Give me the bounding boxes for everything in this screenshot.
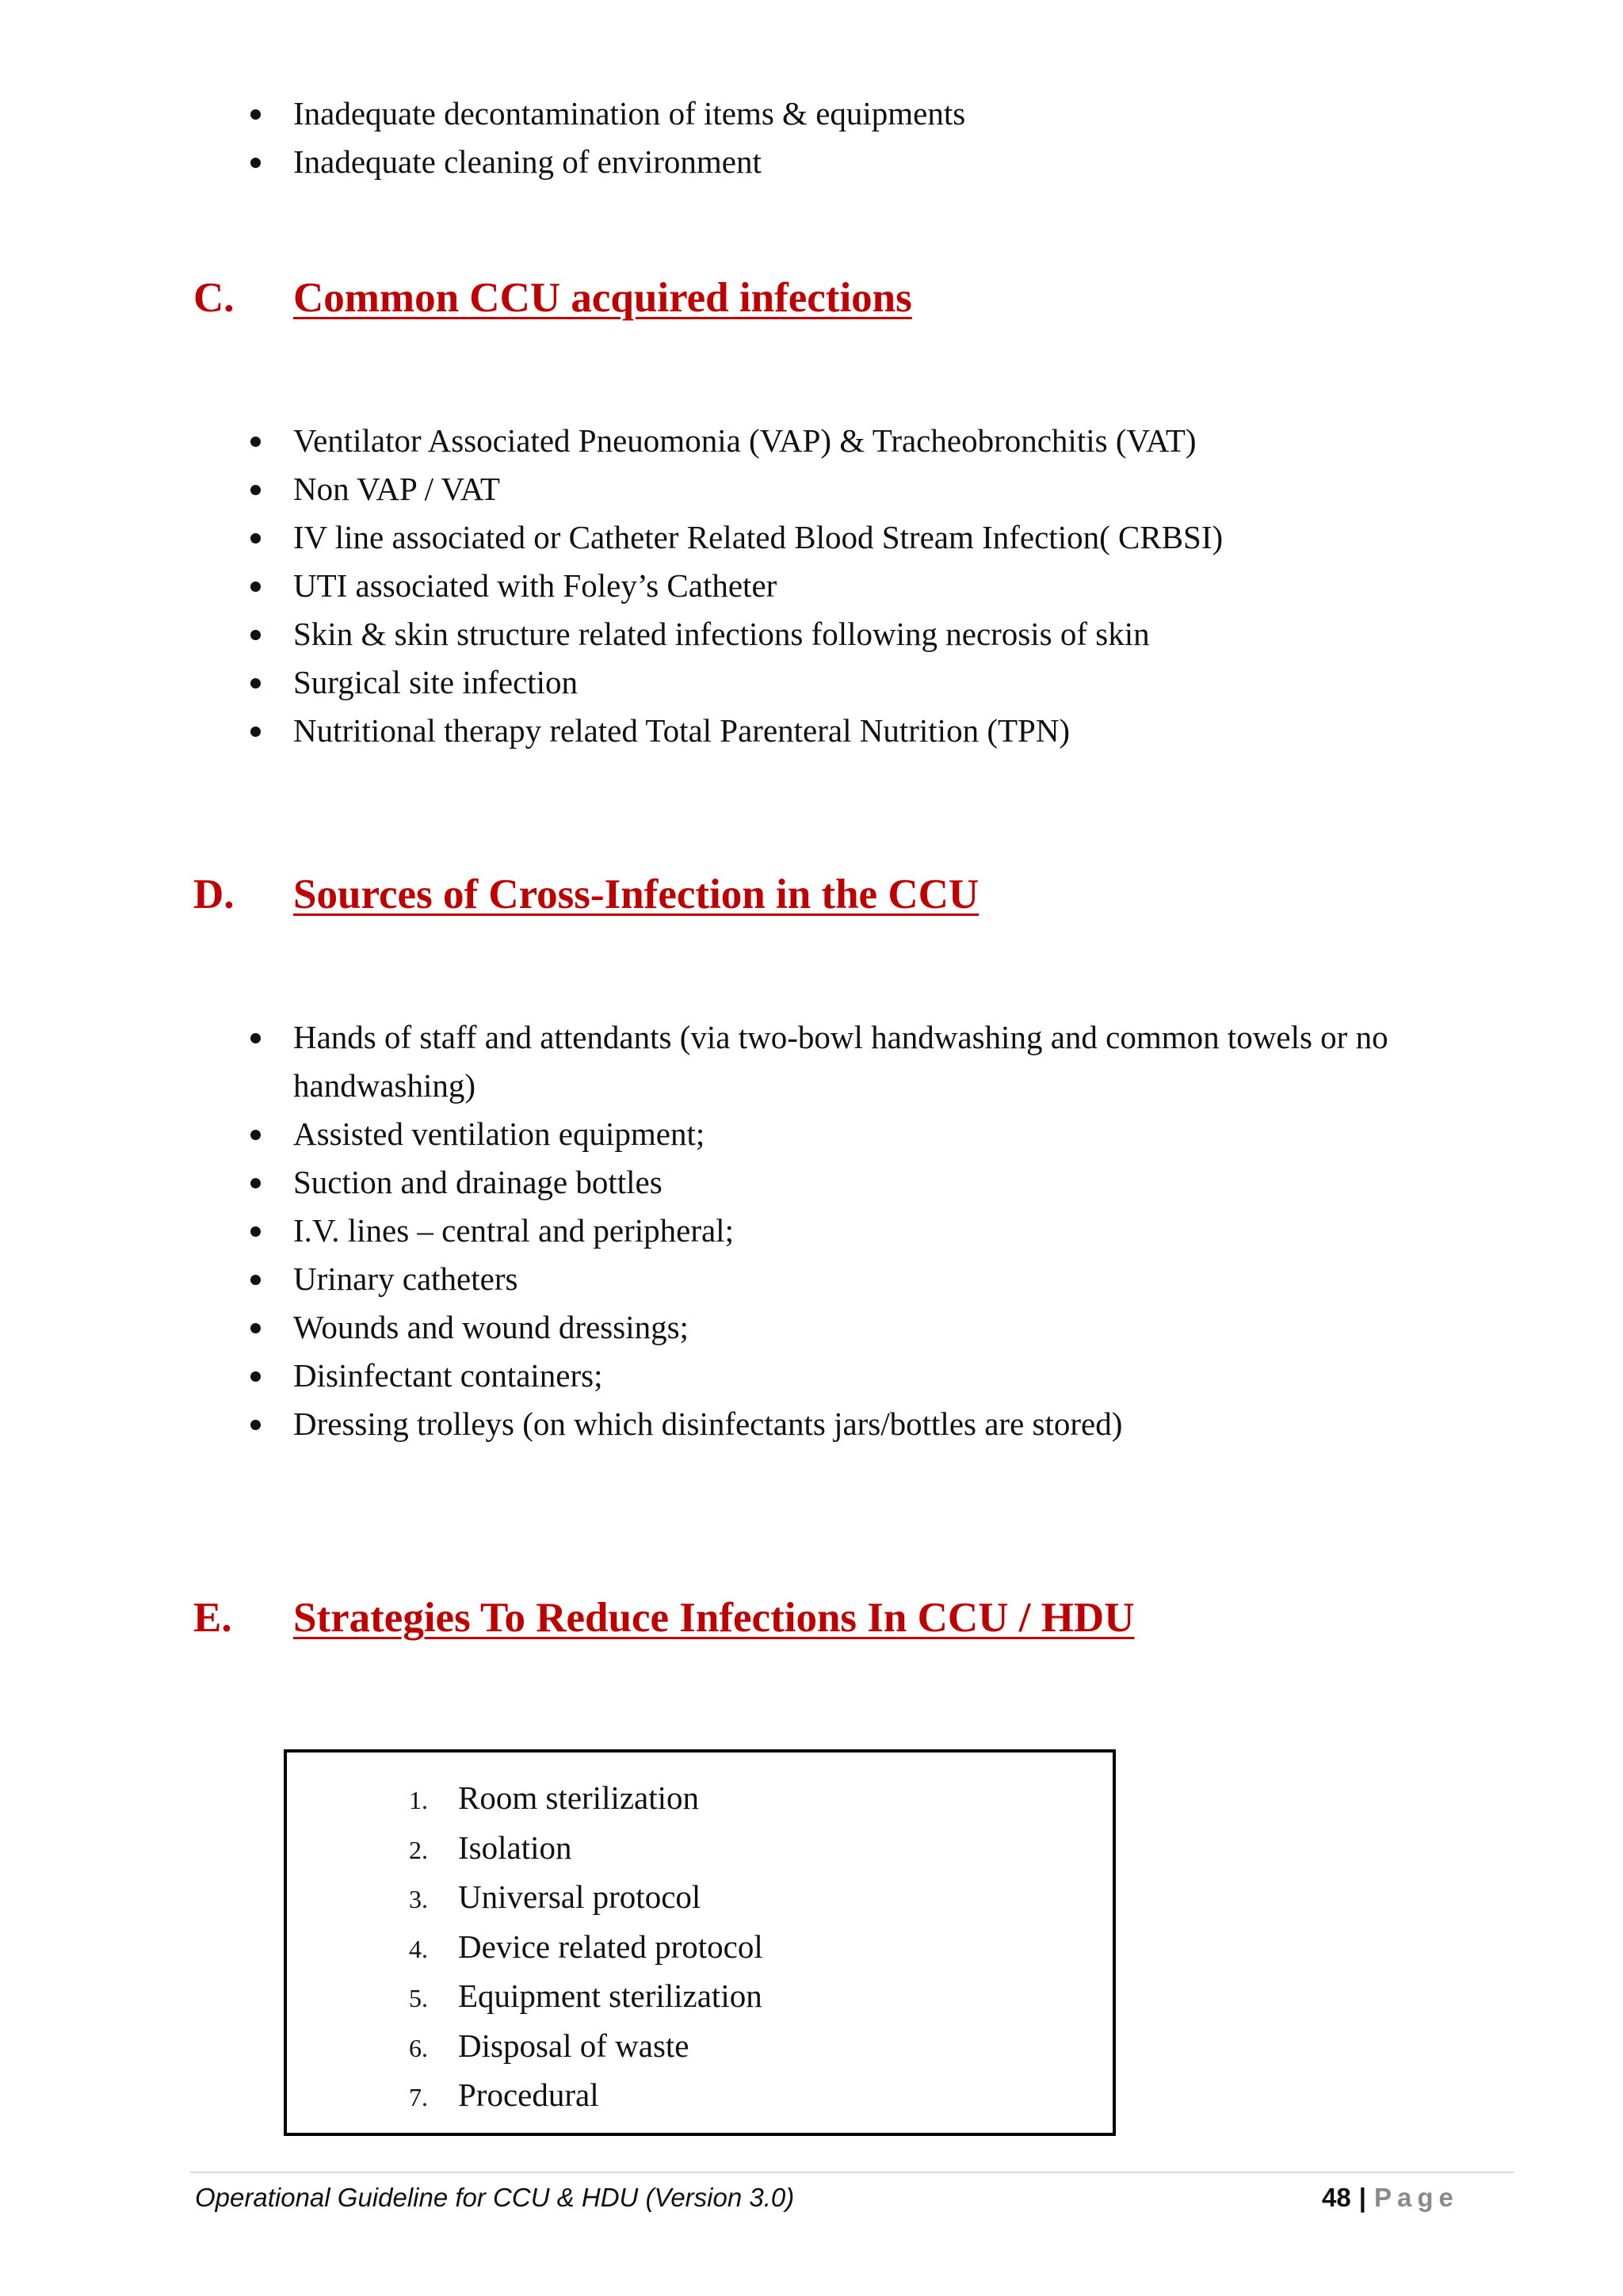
item-text: Universal protocol — [458, 1878, 701, 1915]
footer-page-indicator — [1322, 2180, 1459, 2215]
page-label: Page — [1373, 2183, 1459, 2212]
list-item: Suction and drainage bottles — [293, 1158, 1514, 1207]
section-d-heading — [193, 869, 979, 920]
section-letter: E. — [193, 1595, 232, 1641]
list-item: Ventilator Associated Pneuomonia (VAP) & Tracheobronchitis (VAT) — [293, 417, 1223, 465]
item-text: Procedural — [458, 2077, 599, 2113]
item-text: Equipment sterilization — [458, 1978, 762, 2014]
footer-separator: | — [1358, 2183, 1366, 2212]
list-item: 4. Device related protocol — [409, 1928, 763, 1965]
list-item: Urinary catheters — [293, 1255, 1514, 1303]
list-item: Non VAP / VAT — [293, 465, 1223, 513]
list-item: Surgical site infection — [293, 658, 1223, 707]
list-item: Nutritional therapy related Total Parenteral Nutrition (TPN) — [293, 707, 1223, 755]
item-text: Isolation — [458, 1829, 572, 1866]
footer-divider — [190, 2172, 1514, 2173]
list-item: 3. Universal protocol — [409, 1878, 701, 1915]
list-item: I.V. lines – central and peripheral; — [293, 1207, 1514, 1255]
item-text: Disposal of waste — [458, 2027, 689, 2064]
list-item: Dressing trolleys (on which disinfectants jars/bottles are stored) — [293, 1400, 1514, 1448]
list-item: 2. Isolation — [409, 1829, 572, 1866]
list-item: Disinfectant containers; — [293, 1352, 1514, 1400]
item-text: Room sterilization — [458, 1779, 700, 1816]
section-letter: C. — [193, 275, 235, 321]
list-item: 6. Disposal of waste — [409, 2027, 689, 2064]
list-item: 1. Room sterilization — [409, 1779, 700, 1816]
section-d-list — [293, 1013, 1514, 1448]
list-item: 7. Procedural — [409, 2077, 599, 2113]
list-item: IV line associated or Catheter Related Blood Stream Infection( CRBSI) — [293, 513, 1223, 562]
section-title: Common CCU acquired infections — [293, 275, 912, 321]
list-item: Wounds and wound dressings; — [293, 1303, 1514, 1352]
list-item: UTI associated with Foley’s Catheter — [293, 562, 1223, 610]
section-title: Strategies To Reduce Infections In CCU / HDU — [293, 1595, 1135, 1641]
top-bullet-list — [293, 90, 965, 186]
strategies-list — [409, 1775, 763, 2122]
footer-document-title: Operational Guideline for CCU & HDU (Version 3.0) — [195, 2183, 795, 2212]
section-title: Sources of Cross-Infection in the CCU — [293, 871, 980, 917]
section-letter: D. — [193, 871, 235, 917]
section-e-heading — [193, 1592, 1134, 1643]
list-item: Inadequate decontamination of items & equipments — [293, 90, 965, 138]
page-number: 48 — [1322, 2183, 1351, 2212]
list-item: Assisted ventilation equipment; — [293, 1110, 1514, 1158]
list-item: Inadequate cleaning of environment — [293, 138, 965, 186]
list-item: 5. Equipment sterilization — [409, 1978, 762, 2014]
section-c-list — [293, 417, 1223, 755]
list-item: Hands of staff and attendants (via two-bowl handwashing and common towels or no handwashing) — [293, 1013, 1514, 1110]
section-c-heading — [193, 273, 912, 323]
list-item: Skin & skin structure related infections following necrosis of skin — [293, 610, 1223, 658]
item-text: Device related protocol — [458, 1928, 763, 1965]
